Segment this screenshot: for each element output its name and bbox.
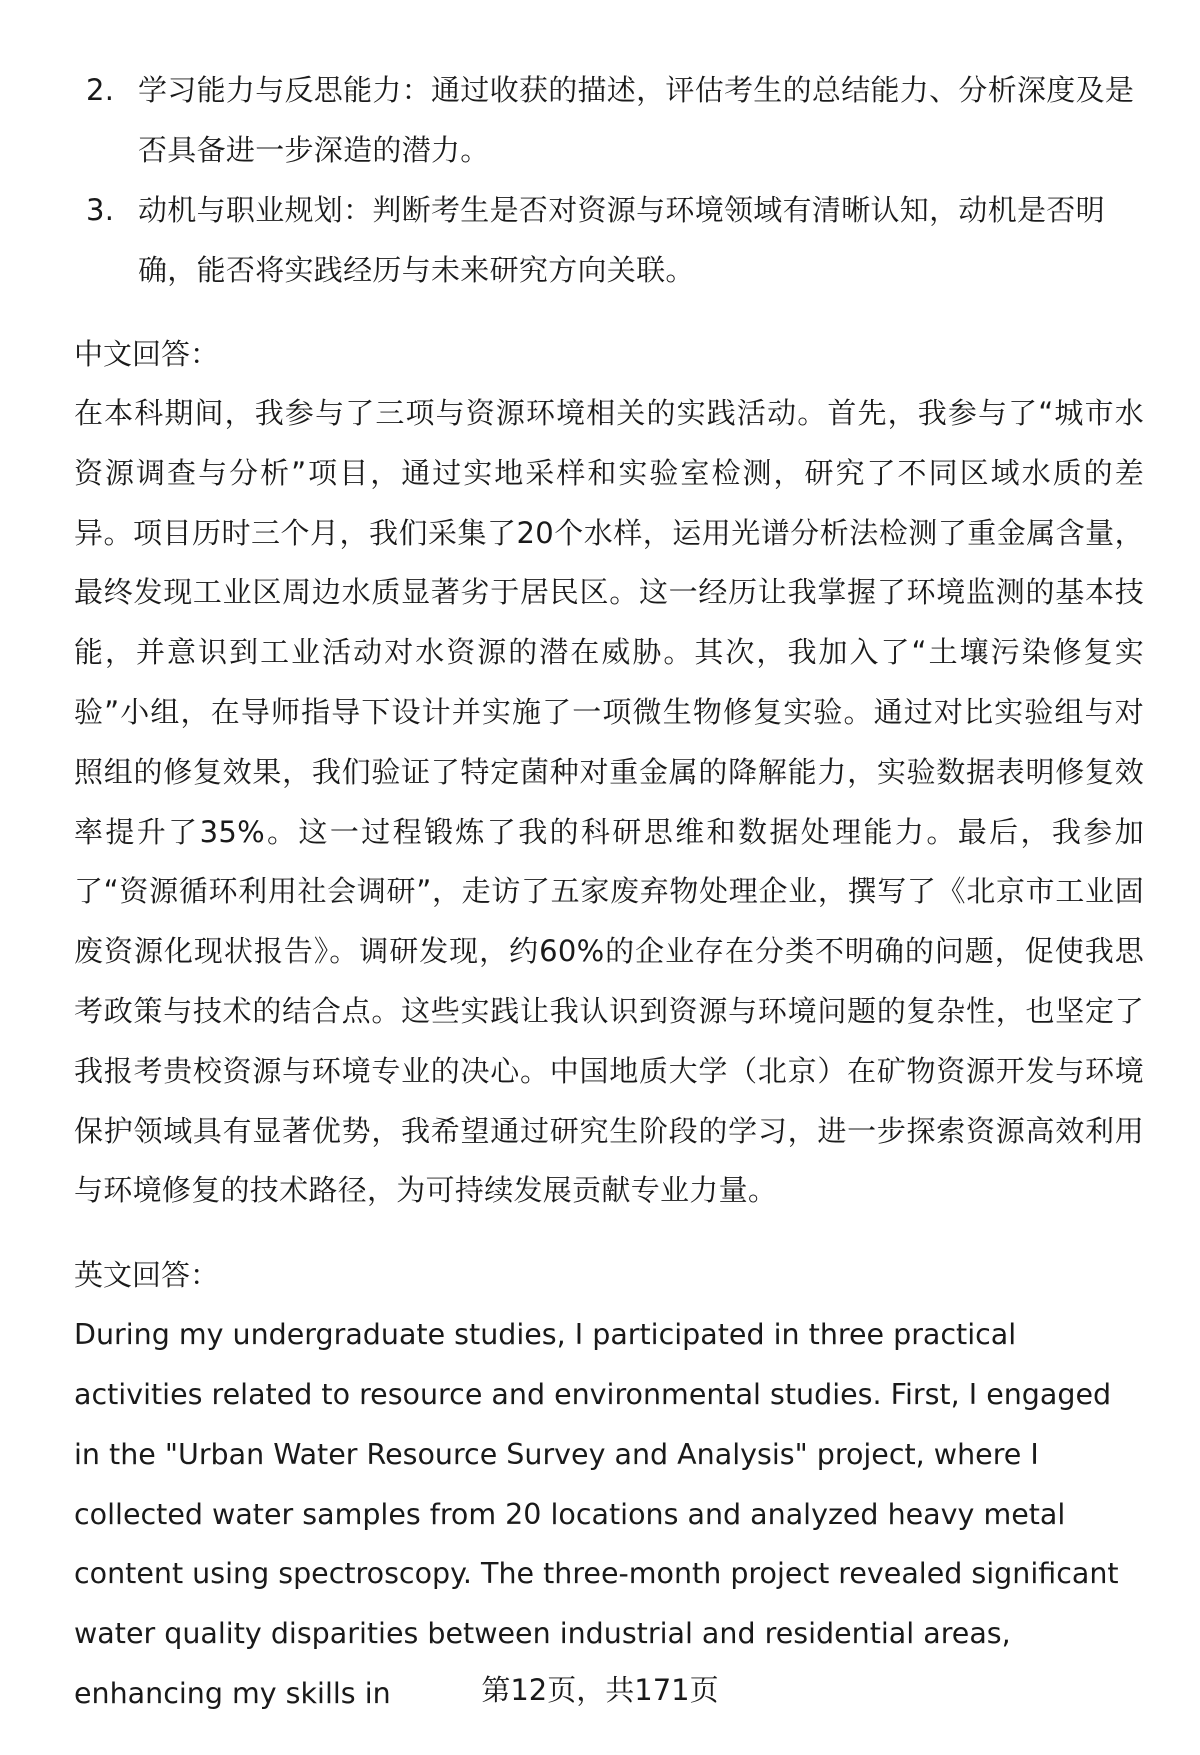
list-text: 动机与职业规划：判断考生是否对资源与环境领域有清晰认知，动机是否明确，能否将实践经历与未来研究方向关联。 [138,193,1105,287]
list-number: 3. [86,193,115,227]
list-item [74,180,1144,300]
page-content [74,60,1144,1724]
list-text: 学习能力与反思能力：通过收获的描述，评估考生的总结能力、分析深度及是否具备进一步深造的潜力。 [138,73,1135,167]
list-number: 2. [86,73,115,107]
chinese-answer-label: 中文回答： [74,337,220,371]
chinese-answer-body: 在本科期间，我参与了三项与资源环境相关的实践活动。首先，我参与了“城市水资源调查与分析”项目，通过实地采样和实验室检测，研究了不同区域水质的差异。项目历时三个月，我们采集了20个水样，运用光谱分析法检测了重金属含量，最终发现工业区周边水质显著劣于居民区。这一经历让我掌握了环境监测的基本技能，并意识到工业活动对水资源的潜在威胁。其次，我加入了“土壤污染修复实验”小组，在导师指导下设计并实施了一项微生物修复实验。通过对比实验组与对照组的修复效果，我们验证了特定菌种对重金属的降解能力，实验数据表明修复效率提升了35%。这一过程锻炼了我的科研思维和数据处理能力。最后，我参加了“资源循环利用社会调研”，走访了五家废弃物处理企业，撰写了《北京市工业固废资源化现状报告》。调研发现，约60%的企业存在分类不明确的问题，促使我思考政策与技术的结合点。这些实践让我认识到资源与环境问题的复杂性，也坚定了我报考贵校资源与环境专业的决心。中国地质大学（北京）在矿物资源开发与环境保护领域具有显著优势，我希望通过研究生阶段的学习，进一步探索资源高效利用与环境修复的技术路径，为可持续发展贡献专业力量。 [74,396,1144,1208]
page-number: 第12页，共171页 [481,1673,719,1707]
english-answer-label: 英文回答： [74,1258,220,1293]
list-item [74,60,1144,180]
english-answer-body: During my undergraduate studies, I participated in three practical activities related to resource and environmental studies. First, I engaged in the "Urban Water Resource Survey and Analysis" project, where I collected water samples from 20 locations and analyzed heavy metal content using spectroscopy. The three-month project revealed significant water quality disparities between industrial and residential areas, enhancing my skills in [74,1318,1119,1710]
